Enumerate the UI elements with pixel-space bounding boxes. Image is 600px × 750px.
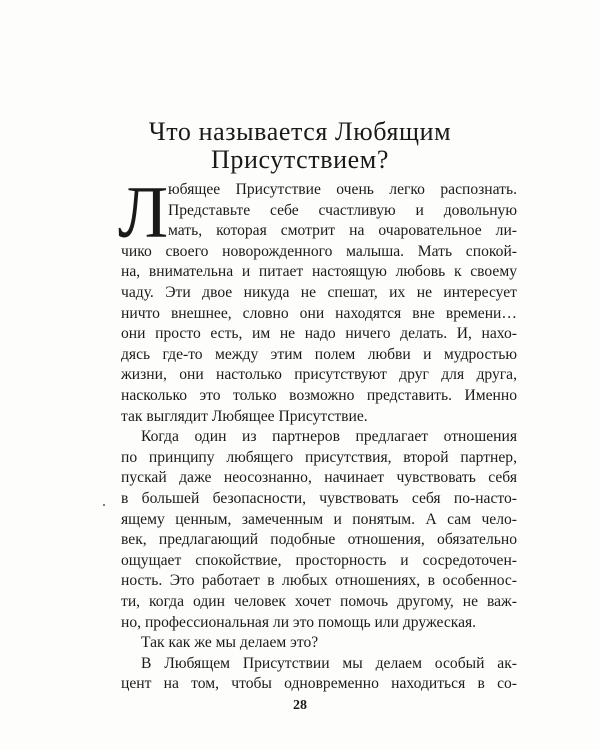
text-line: но, профессиональная ли это помощь или дружеская. bbox=[121, 613, 477, 631]
text-line: насколько это только возможно представить. Именно bbox=[121, 387, 517, 404]
text-line: в большей безопасности, чувствовать себя по-насто- bbox=[121, 490, 517, 507]
text-line: Когда один из партнеров предлагает отношения bbox=[141, 428, 517, 446]
chapter-title-line-2: Присутствием? bbox=[211, 145, 389, 174]
text-line: мать, которая смотрит на очаровательное ли- bbox=[168, 222, 517, 240]
text-line: век, предлагающий подобные отношения, обязательно bbox=[121, 531, 517, 549]
text-line: В Любящем Присутствии мы делаем особый ак- bbox=[141, 654, 517, 672]
page-number: 28 bbox=[293, 698, 307, 713]
text-line: цент на том, чтобы одновременно находиться в со- bbox=[121, 675, 517, 693]
chapter-title-line-1: Что называется Любящим bbox=[148, 117, 452, 146]
text-line: ничто внешнее, словно они находятся вне времени… bbox=[121, 304, 517, 322]
margin-speck bbox=[103, 504, 105, 506]
text-line: пускай даже неосознанно, начинает чувствовать себя bbox=[121, 469, 517, 487]
text-line: ощущает спокойствие, просторность и сосредоточен- bbox=[121, 551, 517, 569]
text-line: так выглядит Любящее Присутствие. bbox=[121, 407, 368, 425]
text-line: ность. Это работает в любых отношениях, в особеннос- bbox=[121, 572, 517, 590]
text-line: Представьте себе счастливую и довольную bbox=[168, 201, 517, 219]
text-line: дясь где-то между этим полем любви и мудростью bbox=[121, 345, 517, 363]
text-line: по принципу любящего присутствия, второй партнер, bbox=[121, 448, 517, 466]
text-line: чаду. Эти двое никуда не спешат, их не интересует bbox=[121, 284, 517, 301]
text-line: ящему ценным, замеченным и понятым. А сам чело- bbox=[121, 510, 517, 528]
text-line: Так как же мы делаем это? bbox=[141, 634, 319, 652]
drop-cap-letter: Л bbox=[118, 172, 169, 254]
text-line: на, внимательна и питает настоящую любовь к своему bbox=[121, 263, 517, 281]
text-line: жизни, они настолько присутствуют друг для друга, bbox=[121, 366, 517, 384]
text-line: ти, когда один человек хочет помочь другому, не важ- bbox=[121, 593, 517, 610]
text-line: чико своего новорожденного малыша. Мать спокой- bbox=[121, 242, 517, 260]
chapter-title bbox=[0, 118, 600, 174]
text-line: они просто есть, им не надо ничего делать. И, нахо- bbox=[121, 325, 517, 343]
text-line: юбящее Присутствие очень легко распознать. bbox=[168, 181, 517, 198]
